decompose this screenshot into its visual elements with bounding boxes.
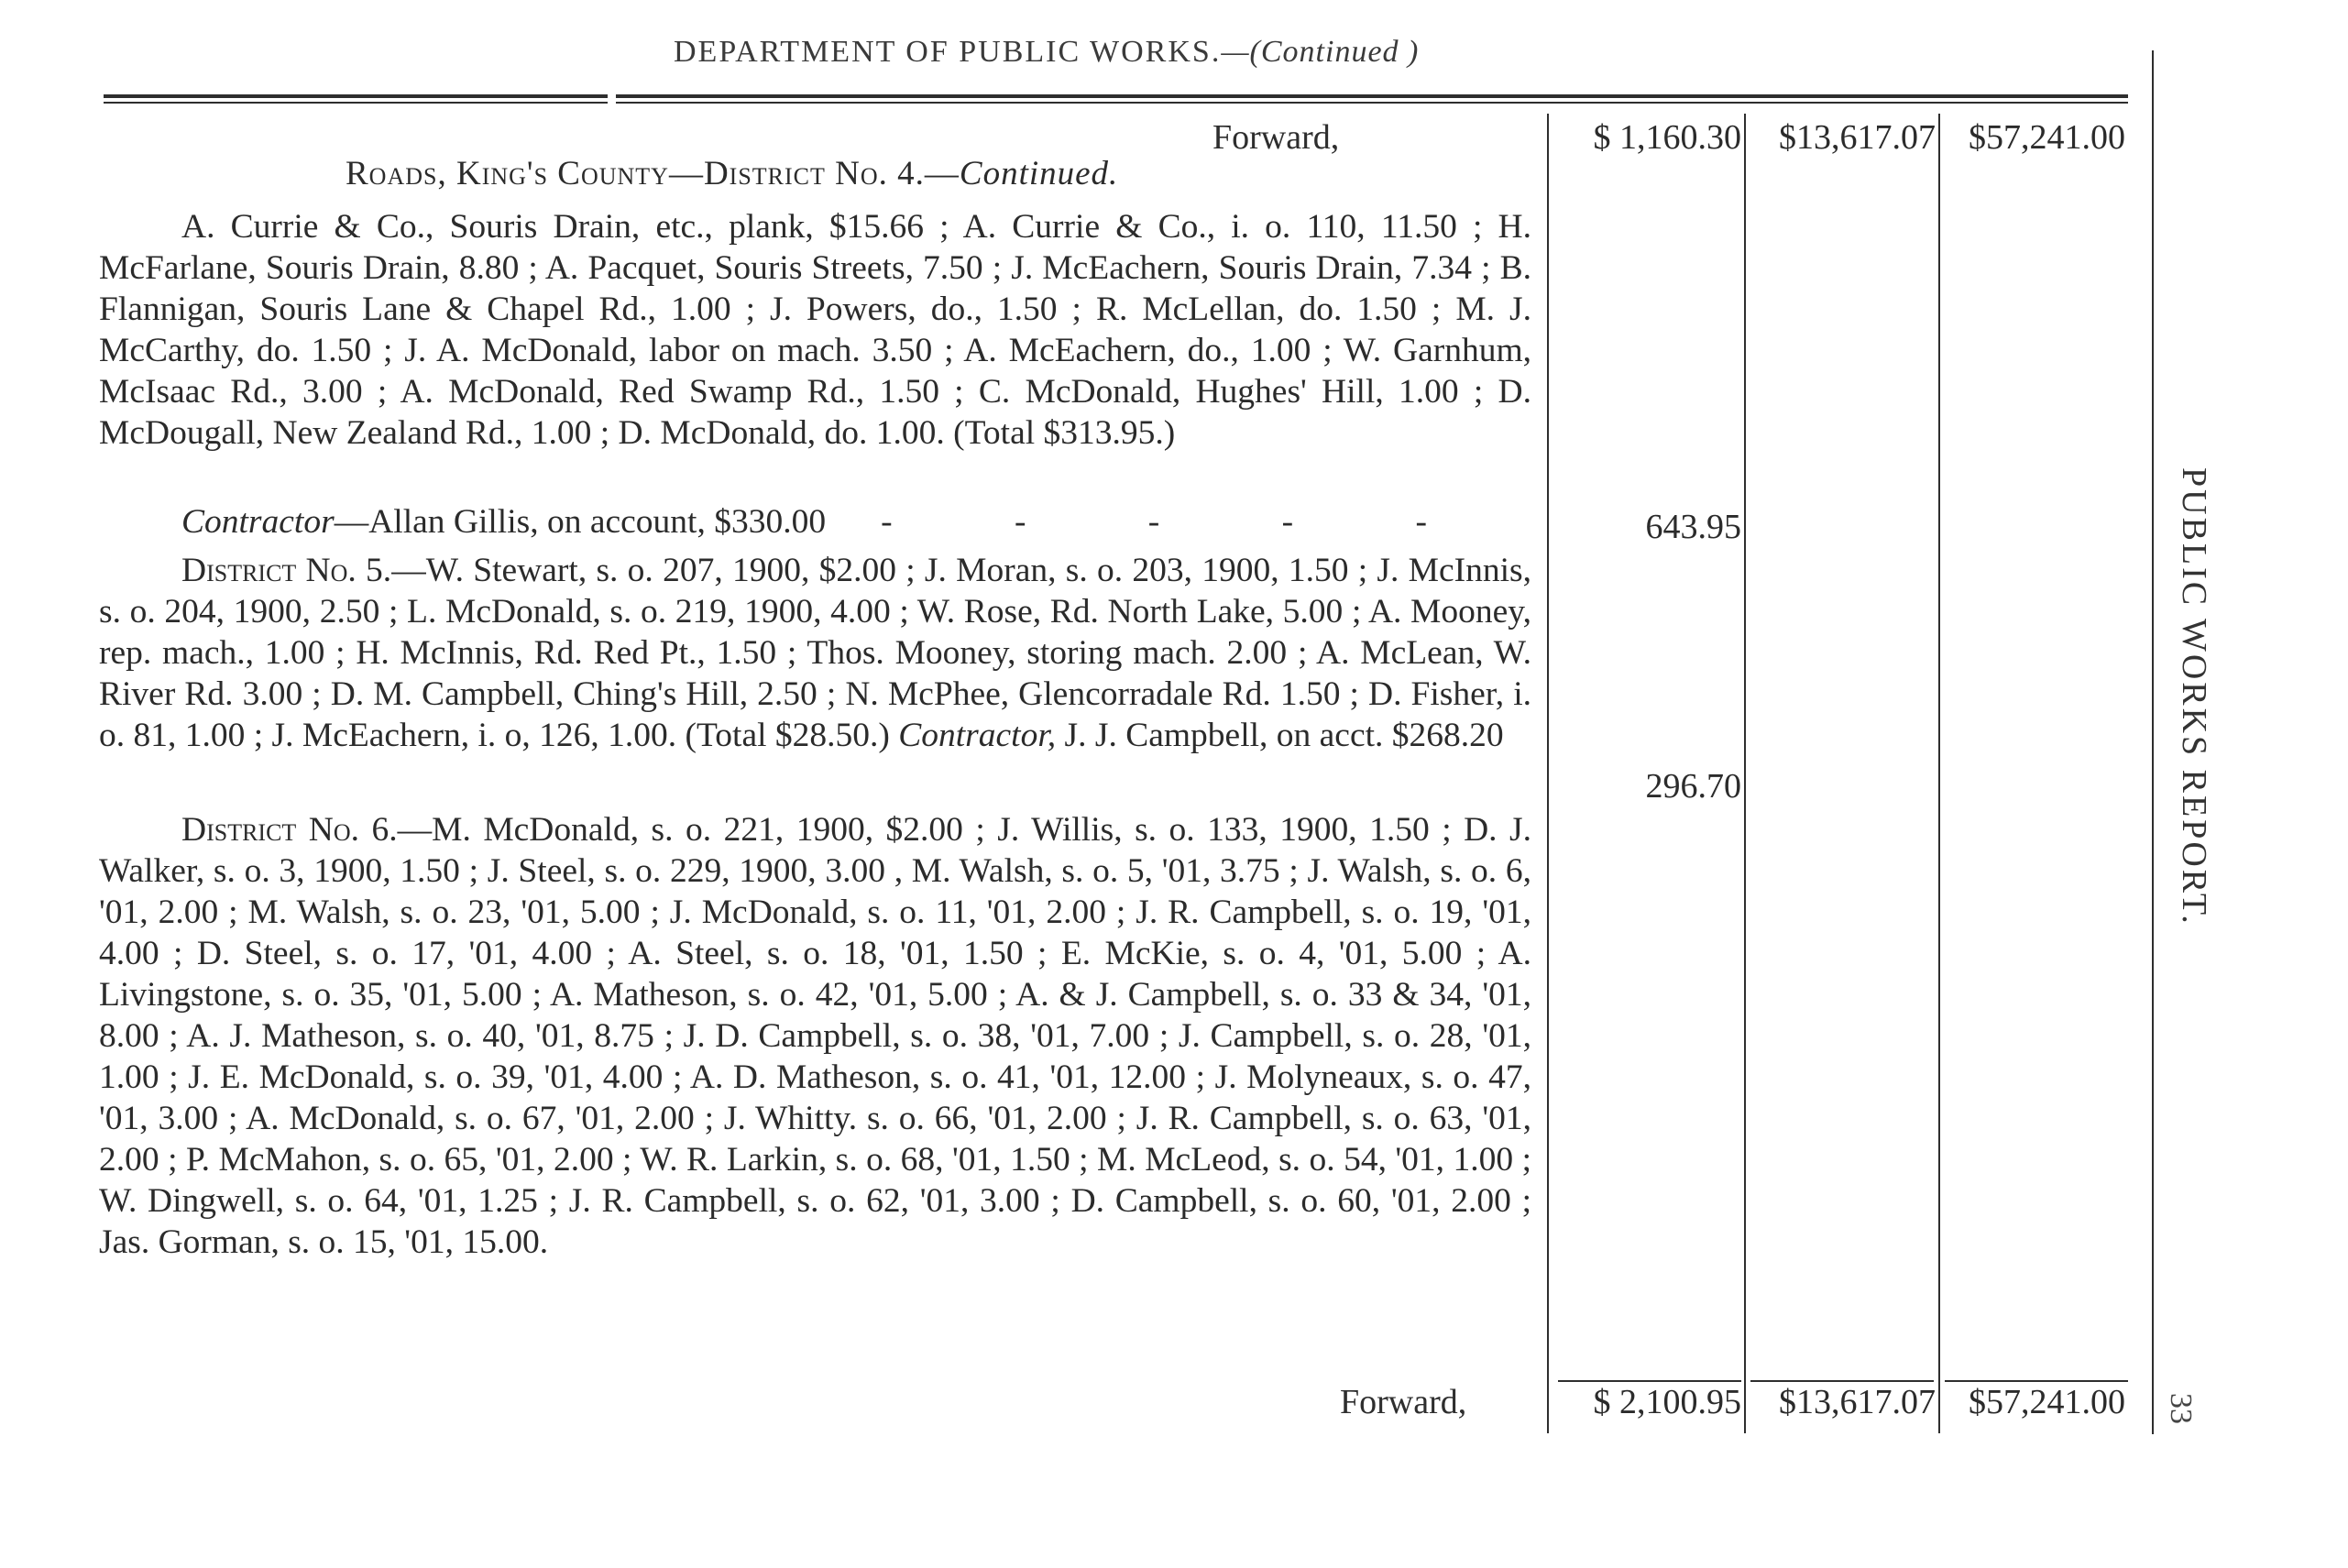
district-5-amount: 296.70 xyxy=(1645,767,1741,806)
district-5-entries xyxy=(99,550,1531,797)
header-title: DEPARTMENT OF PUBLIC WORKS. xyxy=(674,35,1222,69)
district-4-contractor xyxy=(181,502,1520,542)
district-5-contractor-label: Contractor, xyxy=(898,717,1057,754)
page-header xyxy=(674,35,1419,70)
section-title xyxy=(346,154,1118,193)
district-5-heading: District No. 5. xyxy=(181,552,392,589)
header-rule-right-thin xyxy=(616,102,2128,104)
bottom-forward-col3: $57,241.00 xyxy=(1969,1383,2125,1421)
district-6-text: —M. McDonald, s. o. 221, 1900, $2.00 ; J. Willis, s. o. 133, 1900, 1.50 ; D. J. Walker, s. o. 3, 1900, 1.50 ; J. Steel, s. o. 229, 1900, 3.00 , M. Walsh, s. o. 5, '01, 3.75 ; J. Walsh, s. o. 6, '01, 2.00 ; M. Walsh, s. o. 23, '01, 5.00 ; J. McDonald, s. o. 11, '01, 2.00 ; J. R. Campbell, s. o. 19, '01, 4.00 ; D. Steel, s. o. 17, '01, 4.00 ; A. Steel, s. o. 18, '01, 1.50 ; E. McKie, s. o. 4, '01, 5.00 ; A. Livingstone, s. o. 35, '01, 5.00 ; A. Matheson, s. o. 42, '01, 5.00 ; A. & J. Campbell, s. o. 33 & 34, '01, 8.00 ; A. J. Matheson, s. o. 40, '01, 8.75 ; J. D. Campbell, s. o. 38, '01, 7.00 ; J. Campbell, s. o. 28, '01, 1.00 ; J. E. McDonald, s. o. 39, '01, 4.00 ; A. D. Matheson, s. o. 41, '01, 12.00 ; J. Molyneaux, s. o. 47, '01, 3.00 ; A. McDonald, s. o. 67, '01, 2.00 ; J. Whitty. s. o. 66, '01, 2.00 ; J. R. Campbell, s. o. 63, '01, 2.00 ; P. McMahon, s. o. 65, '01, 2.00 ; W. R. Larkin, s. o. 68, '01, 1.50 ; M. McLeod, s. o. 54, '01, 1.00 ; W. Dingwell, s. o. 64, '01, 1.25 ; J. R. Campbell, s. o. 62, '01, 3.00 ; D. Campbell, s. o. 60, '01, 2.00 ; Jas. Gorman, s. o. 15, '01, 15.00. xyxy=(99,811,1531,1261)
margin-divider xyxy=(2152,50,2154,1434)
district-4-amount: 643.95 xyxy=(1645,508,1741,546)
entries-body xyxy=(99,206,1531,498)
header-rule-left-thick xyxy=(104,94,608,98)
district-4-contractor-text: —Allan Gillis, on account, $330.00 xyxy=(334,503,827,541)
bottom-forward-label: Forward, xyxy=(1340,1383,1467,1421)
top-forward-col3: $57,241.00 xyxy=(1969,118,2125,157)
district-4-leader-dashes: - - - - - xyxy=(881,503,1485,541)
bottom-forward-col1: $ 2,100.95 xyxy=(1593,1383,1741,1421)
district-5-text: —W. Stewart, s. o. 207, 1900, $2.00 ; J. Moran, s. o. 203, 1900, 1.50 ; J. McInnis, s. o. 204, 1900, 2.50 ; L. McDonald, s. o. 219, 1900, 4.00 ; W. Rose, Rd. North Lake, 5.00 ; A. Mooney, rep. mach., 1.00 ; H. McInnis, Rd. Red Pt., 1.50 ; Thos. Mooney, storing mach. 2.00 ; A. McLean, W. River Rd. 3.00 ; D. M. Campbell, Ching's Hill, 2.50 ; N. McPhee, Glencorradale Rd. 1.50 ; D. Fisher, i. o. 81, 1.00 ; J. McEachern, i. o, 126, 1.00. (Total $28.50.) xyxy=(99,552,1531,754)
district-6-entries xyxy=(99,809,1531,1263)
district-6-block xyxy=(99,809,1531,1272)
top-forward-col1: $ 1,160.30 xyxy=(1593,118,1741,157)
bottom-forward-col2: $13,617.07 xyxy=(1779,1383,1936,1421)
district-5-block xyxy=(99,550,1531,806)
district-4-entries: A. Currie & Co., Souris Drain, etc., plank, $15.66 ; A. Currie & Co., i. o. 110, 11.50 ; H. McFarlane, Souris Drain, 8.80 ; A. Pacquet, Souris Streets, 7.50 ; J. McEachern, Souris Drain, 7.34 ; B. Flannigan, Souris Lane & Chapel Rd., 1.00 ; J. Powers, do., 1.50 ; R. McLellan, do. 1.50 ; M. J. McCarthy, do. 1.50 ; J. A. McDonald, labor on mach. 3.50 ; A. McEachern, do., 1.00 ; W. Garnhum, McIsaac Rd., 3.00 ; A. McDonald, Red Swamp Rd., 1.50 ; C. McDonald, Hughes' Hill, 1.00 ; D. McDougall, New Zealand Rd., 1.00 ; D. McDonald, do. 1.00. (Total $313.95.) xyxy=(99,208,1531,452)
column-divider-1 xyxy=(1547,114,1549,1433)
header-rule-right-thick xyxy=(616,94,2128,98)
top-forward-col2: $13,617.07 xyxy=(1779,118,1936,157)
column-divider-3 xyxy=(1938,114,1940,1433)
district-6-heading: District No. 6. xyxy=(181,811,398,849)
header-rule-left-thin xyxy=(104,102,608,104)
section-title-text: Roads, King's County—District No. 4.— xyxy=(346,155,960,192)
page-number: 33 xyxy=(2164,1393,2198,1424)
column-divider-2 xyxy=(1744,114,1746,1433)
district-5-contractor-text: J. J. Campbell, on acct. $268.20 xyxy=(1064,717,1504,754)
running-title: PUBLIC WORKS REPORT. xyxy=(2175,467,2213,927)
district-4-contractor-label: Contractor xyxy=(181,503,335,541)
top-forward-label: Forward, xyxy=(1212,118,1340,157)
section-title-continued: Continued. xyxy=(959,155,1119,192)
header-continued: —(Continued ) xyxy=(1221,35,1420,69)
